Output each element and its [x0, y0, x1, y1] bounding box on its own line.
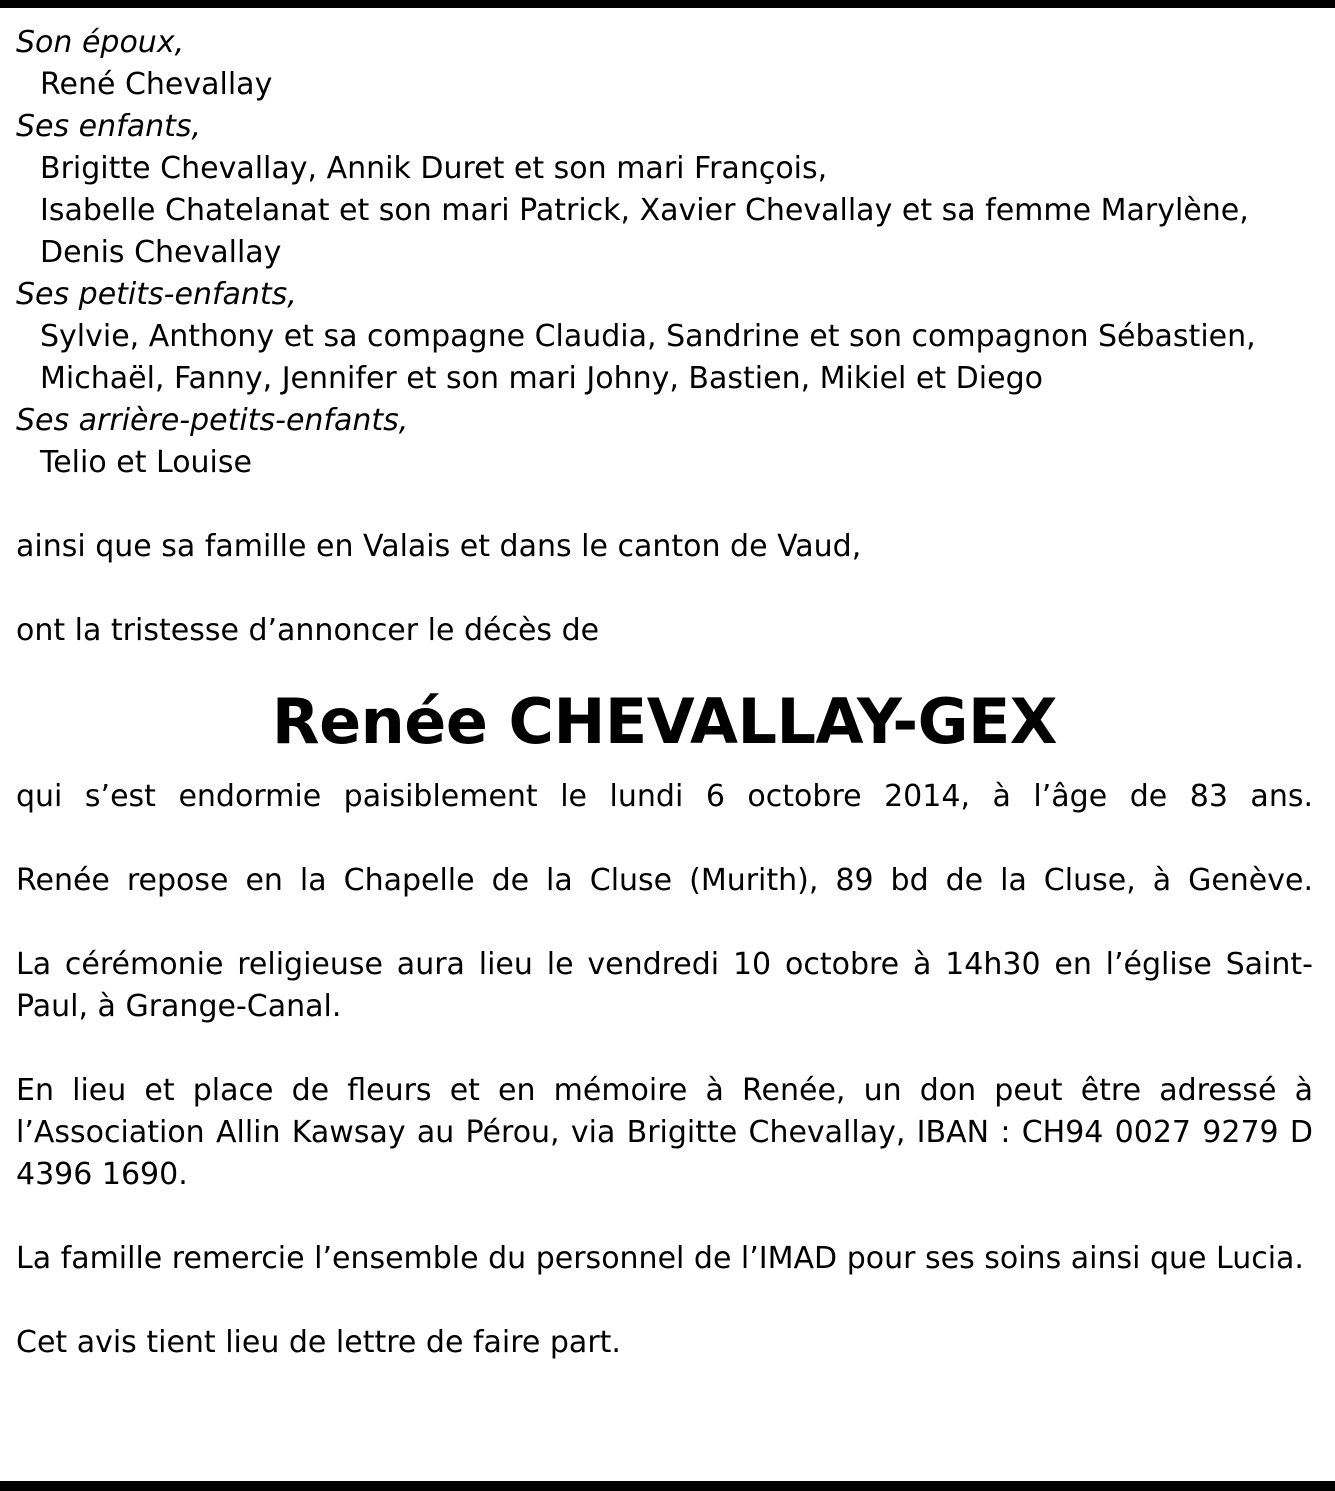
relation-spouse: Son époux, — [16, 25, 185, 60]
grandchildren-line: Michaël, Fanny, Jennifer et son mari Johny, Bastien, Mikiel et Diego — [40, 361, 1043, 396]
obituary-notice — [16, 22, 1313, 1364]
announcement-text: ont la tristesse d’annoncer le décès de — [16, 613, 600, 648]
children-line: Denis Chevallay — [40, 235, 282, 270]
family-section — [16, 22, 1313, 484]
ceremony-paragraph: La cérémonie religieuse aura lieu le vendredi 10 octobre à 14h30 en l’église Saint-Paul, à Grange-Canal. — [16, 947, 1313, 1024]
grandchildren-line: Sylvie, Anthony et sa compagne Claudia, Sandrine et son compagnon Sébastien, — [40, 319, 1256, 354]
bottom-border-rule — [0, 1481, 1335, 1491]
spacer — [16, 902, 1313, 944]
children-line: Isabelle Chatelanat et son mari Patrick, Xavier Chevallay et sa femme Marylène, — [40, 193, 1249, 228]
relation-children: Ses enfants, — [16, 109, 202, 144]
thanks-paragraph: La famille remercie l’ensemble du personnel de l’IMAD pour ses soins ainsi que Lucia. — [16, 1241, 1304, 1276]
repose-paragraph: Renée repose en la Chapelle de la Cluse (Murith), 89 bd de la Cluse, à Genève. — [16, 863, 1313, 898]
children-line: Brigitte Chevallay, Annik Duret et son mari François, — [40, 151, 828, 186]
death-paragraph: qui s’est endormie paisiblement le lundi 6 octobre 2014, à l’âge de 83 ans. — [16, 779, 1313, 814]
spacer — [16, 1028, 1313, 1070]
spouse-name: René Chevallay — [40, 67, 273, 102]
spacer — [16, 1196, 1313, 1238]
spacer — [16, 818, 1313, 860]
spacer — [16, 568, 1313, 610]
extended-family-text: ainsi que sa famille en Valais et dans le canton de Vaud, — [16, 529, 862, 564]
top-border-rule — [0, 0, 1335, 8]
spacer — [16, 484, 1313, 526]
spacer — [16, 1280, 1313, 1322]
closing-text: Cet avis tient lieu de lettre de faire part. — [16, 1325, 621, 1360]
donation-paragraph: En lieu et place de fleurs et en mémoire à Renée, un don peut être adressé à l’Association Allin Kawsay au Pérou, via Brigitte Chevallay, IBAN : CH94 0027 9279 D 4396 1690. — [16, 1073, 1313, 1192]
great-grandchildren-line: Telio et Louise — [40, 445, 252, 480]
relation-grandchildren: Ses petits-enfants, — [16, 277, 297, 312]
deceased-name: Renée CHEVALLAY-GEX — [271, 685, 1058, 758]
relation-great-grandchildren: Ses arrière-petits-enfants, — [16, 403, 409, 438]
